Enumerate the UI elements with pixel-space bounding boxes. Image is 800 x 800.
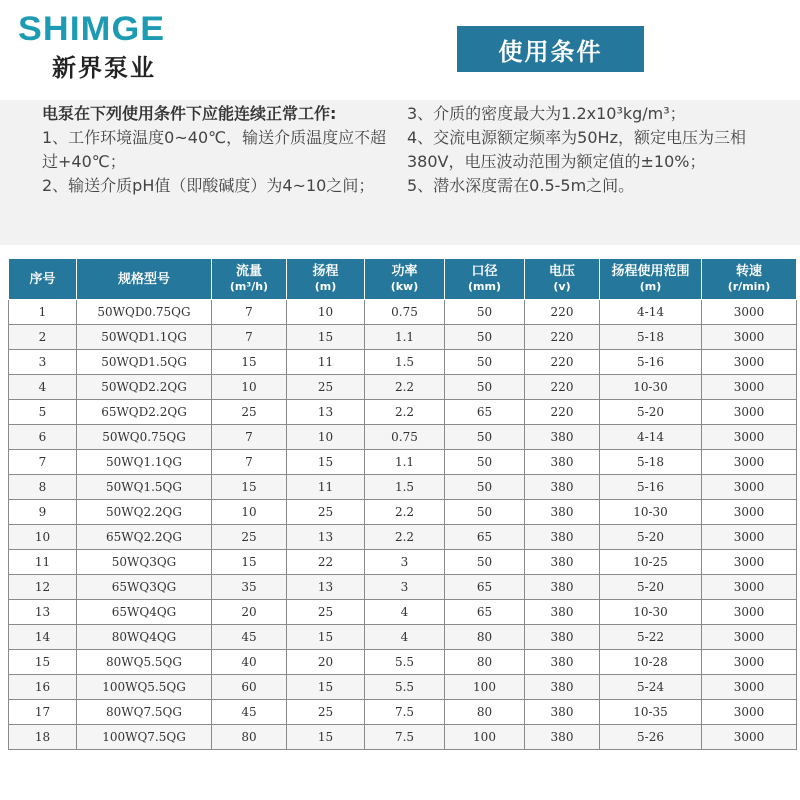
table-cell: 65WQ2.2QG — [77, 525, 212, 550]
table-cell: 14 — [9, 625, 77, 650]
table-cell: 45 — [212, 700, 287, 725]
table-cell: 65WQD2.2QG — [77, 400, 212, 425]
table-cell: 380 — [525, 475, 600, 500]
table-cell: 10-30 — [600, 600, 702, 625]
table-row — [9, 550, 797, 575]
table-cell: 5.5 — [365, 675, 445, 700]
table-cell: 3000 — [702, 425, 797, 450]
table-cell: 0.75 — [365, 425, 445, 450]
table-cell: 3000 — [702, 575, 797, 600]
table-cell: 3000 — [702, 500, 797, 525]
table-cell: 80WQ7.5QG — [77, 700, 212, 725]
table-cell: 11 — [287, 350, 365, 375]
table-cell: 15 — [287, 325, 365, 350]
table-cell: 50WQ1.5QG — [77, 475, 212, 500]
column-header-unit: (mm) — [468, 280, 501, 293]
column-header — [702, 259, 797, 300]
table-cell: 3000 — [702, 375, 797, 400]
table-cell: 5-26 — [600, 725, 702, 750]
column-header-unit: (kw) — [390, 280, 419, 293]
table-cell: 3000 — [702, 400, 797, 425]
table-cell: 5-20 — [600, 525, 702, 550]
table-cell: 80 — [445, 700, 525, 725]
table-cell: 10-30 — [600, 375, 702, 400]
column-header — [77, 259, 212, 300]
table-row — [9, 600, 797, 625]
table-cell: 15 — [287, 675, 365, 700]
table-cell: 3 — [365, 575, 445, 600]
table-cell: 50 — [445, 550, 525, 575]
table-row — [9, 650, 797, 675]
column-header-label: 规格型号 — [117, 271, 170, 287]
table-cell: 100WQ7.5QG — [77, 725, 212, 750]
column-header-unit: (m³/h) — [229, 280, 269, 293]
table-cell: 380 — [525, 600, 600, 625]
table-cell: 2.2 — [365, 525, 445, 550]
conditions-panel — [0, 100, 800, 245]
table-cell: 380 — [525, 550, 600, 575]
table-cell: 2.2 — [365, 400, 445, 425]
table-cell: 18 — [9, 725, 77, 750]
table-cell: 20 — [212, 600, 287, 625]
table-cell: 10 — [212, 375, 287, 400]
table-cell: 13 — [287, 525, 365, 550]
table-cell: 1.5 — [365, 350, 445, 375]
table-cell: 80WQ5.5QG — [77, 650, 212, 675]
table-cell: 220 — [525, 325, 600, 350]
table-cell: 15 — [212, 350, 287, 375]
condition-item: 1、工作环境温度0~40℃，输送介质温度应不超过+40℃； — [42, 128, 387, 171]
table-cell: 3000 — [702, 650, 797, 675]
table-cell: 60 — [212, 675, 287, 700]
table-cell: 25 — [212, 525, 287, 550]
table-cell: 100 — [445, 725, 525, 750]
table-cell: 16 — [9, 675, 77, 700]
table-cell: 12 — [9, 575, 77, 600]
table-row — [9, 700, 797, 725]
table-cell: 10 — [287, 425, 365, 450]
column-header — [287, 259, 365, 300]
column-header-label: 功率 — [391, 264, 418, 279]
table-cell: 65WQ3QG — [77, 575, 212, 600]
table-cell: 3000 — [702, 550, 797, 575]
table-cell: 4 — [9, 375, 77, 400]
table-cell: 5-16 — [600, 350, 702, 375]
table-cell: 3000 — [702, 725, 797, 750]
column-header-unit: (v) — [553, 280, 571, 293]
table-row — [9, 425, 797, 450]
header — [0, 0, 800, 100]
spec-table — [8, 258, 797, 750]
column-header-label: 序号 — [29, 271, 56, 287]
table-cell: 5 — [9, 400, 77, 425]
table-row — [9, 475, 797, 500]
table-cell: 15 — [212, 475, 287, 500]
table-cell: 5-20 — [600, 400, 702, 425]
table-cell: 50 — [445, 475, 525, 500]
brand-logo: SHIMGE — [18, 10, 166, 48]
condition-item: 2、输送介质pH值（即酸碱度）为4~10之间； — [42, 176, 375, 195]
table-cell: 3000 — [702, 450, 797, 475]
column-header-label: 扬程使用范围 — [611, 264, 690, 279]
table-cell: 50WQD1.1QG — [77, 325, 212, 350]
table-cell: 20 — [287, 650, 365, 675]
table-cell: 50 — [445, 325, 525, 350]
table-cell: 13 — [287, 575, 365, 600]
table-cell: 50WQ3QG — [77, 550, 212, 575]
table-cell: 10 — [212, 500, 287, 525]
table-cell: 380 — [525, 700, 600, 725]
table-cell: 25 — [287, 500, 365, 525]
table-cell: 5.5 — [365, 650, 445, 675]
table-cell: 2.2 — [365, 500, 445, 525]
table-cell: 3000 — [702, 350, 797, 375]
table-cell: 25 — [212, 400, 287, 425]
column-header — [445, 259, 525, 300]
column-header-label: 转速 — [735, 264, 762, 279]
table-cell: 7 — [212, 300, 287, 325]
table-cell: 2 — [9, 325, 77, 350]
table-cell: 3000 — [702, 675, 797, 700]
table-cell: 380 — [525, 575, 600, 600]
column-header — [212, 259, 287, 300]
table-cell: 220 — [525, 350, 600, 375]
table-cell: 15 — [287, 725, 365, 750]
column-header — [600, 259, 702, 300]
table-header-row — [9, 259, 797, 300]
table-cell: 380 — [525, 675, 600, 700]
table-cell: 100 — [445, 675, 525, 700]
table-cell: 50WQ1.1QG — [77, 450, 212, 475]
column-header-unit: (m) — [639, 280, 662, 293]
table-row — [9, 325, 797, 350]
table-cell: 80 — [212, 725, 287, 750]
table-row — [9, 675, 797, 700]
table-cell: 1.1 — [365, 450, 445, 475]
column-header — [9, 259, 77, 300]
conditions-lead: 电泵在下列使用条件下应能连续正常工作: — [42, 104, 337, 123]
table-cell: 4-14 — [600, 425, 702, 450]
table-row — [9, 725, 797, 750]
table-cell: 15 — [9, 650, 77, 675]
table-cell: 50WQ0.75QG — [77, 425, 212, 450]
table-cell: 380 — [525, 725, 600, 750]
table-row — [9, 500, 797, 525]
table-cell: 15 — [287, 625, 365, 650]
table-cell: 10-25 — [600, 550, 702, 575]
table-cell: 3000 — [702, 475, 797, 500]
table-cell: 50WQD1.5QG — [77, 350, 212, 375]
table-cell: 65 — [445, 575, 525, 600]
table-cell: 11 — [9, 550, 77, 575]
table-cell: 10 — [287, 300, 365, 325]
table-cell: 5-16 — [600, 475, 702, 500]
table-cell: 65 — [445, 525, 525, 550]
column-header-unit: (r/min) — [727, 280, 771, 293]
table-cell: 50WQ2.2QG — [77, 500, 212, 525]
table-cell: 13 — [9, 600, 77, 625]
table-cell: 5-18 — [600, 325, 702, 350]
page-title: 使用条件 — [457, 26, 644, 72]
table-cell: 50 — [445, 500, 525, 525]
table-row — [9, 400, 797, 425]
column-header-label: 电压 — [548, 264, 575, 279]
conditions-left — [42, 102, 392, 198]
table-cell: 5-24 — [600, 675, 702, 700]
table-row — [9, 525, 797, 550]
table-cell: 10 — [9, 525, 77, 550]
table-cell: 3 — [9, 350, 77, 375]
table-cell: 7.5 — [365, 725, 445, 750]
condition-item: 4、交流电源额定频率为50Hz，额定电压为三相380V，电压波动范围为额定值的±10%； — [407, 128, 746, 171]
table-cell: 15 — [287, 450, 365, 475]
conditions-right — [407, 102, 787, 198]
table-cell: 50 — [445, 425, 525, 450]
column-header-unit: (m) — [314, 280, 337, 293]
table-row — [9, 625, 797, 650]
table-cell: 13 — [287, 400, 365, 425]
column-header — [525, 259, 600, 300]
table-cell: 9 — [9, 500, 77, 525]
table-cell: 380 — [525, 425, 600, 450]
table-cell: 0.75 — [365, 300, 445, 325]
table-cell: 100WQ5.5QG — [77, 675, 212, 700]
table-cell: 380 — [525, 525, 600, 550]
table-cell: 25 — [287, 700, 365, 725]
table-cell: 80 — [445, 650, 525, 675]
table-cell: 25 — [287, 600, 365, 625]
table-cell: 10-28 — [600, 650, 702, 675]
table-cell: 25 — [287, 375, 365, 400]
table-cell: 17 — [9, 700, 77, 725]
table-cell: 7.5 — [365, 700, 445, 725]
table-cell: 35 — [212, 575, 287, 600]
table-cell: 65 — [445, 400, 525, 425]
table-cell: 7 — [212, 325, 287, 350]
table-cell: 1 — [9, 300, 77, 325]
condition-item: 5、潜水深度需在0.5-5m之间。 — [407, 176, 635, 195]
column-header-label: 流量 — [235, 264, 262, 279]
table-row — [9, 575, 797, 600]
table-cell: 50WQD2.2QG — [77, 375, 212, 400]
table-cell: 22 — [287, 550, 365, 575]
table-cell: 65WQ4QG — [77, 600, 212, 625]
spec-table-wrap — [8, 258, 796, 750]
column-header-label: 口径 — [471, 264, 498, 279]
table-cell: 7 — [212, 450, 287, 475]
table-cell: 3000 — [702, 700, 797, 725]
table-cell: 5-18 — [600, 450, 702, 475]
table-row — [9, 450, 797, 475]
table-cell: 3000 — [702, 525, 797, 550]
table-row — [9, 375, 797, 400]
table-cell: 50 — [445, 350, 525, 375]
table-cell: 80 — [445, 625, 525, 650]
table-cell: 5-22 — [600, 625, 702, 650]
table-cell: 15 — [212, 550, 287, 575]
table-row — [9, 350, 797, 375]
table-row — [9, 300, 797, 325]
table-cell: 380 — [525, 500, 600, 525]
brand-name-cn: 新界泵业 — [52, 54, 156, 82]
table-cell: 11 — [287, 475, 365, 500]
table-cell: 4 — [365, 600, 445, 625]
table-cell: 10-30 — [600, 500, 702, 525]
table-cell: 3000 — [702, 300, 797, 325]
table-cell: 3 — [365, 550, 445, 575]
table-cell: 380 — [525, 450, 600, 475]
table-cell: 3000 — [702, 600, 797, 625]
table-cell: 380 — [525, 625, 600, 650]
condition-item: 3、介质的密度最大为1.2x10³kg/m³； — [407, 104, 686, 123]
table-cell: 50 — [445, 300, 525, 325]
table-cell: 3000 — [702, 625, 797, 650]
table-cell: 220 — [525, 400, 600, 425]
table-cell: 6 — [9, 425, 77, 450]
table-cell: 40 — [212, 650, 287, 675]
table-cell: 4-14 — [600, 300, 702, 325]
table-cell: 7 — [9, 450, 77, 475]
table-body — [9, 300, 797, 750]
table-cell: 50WQD0.75QG — [77, 300, 212, 325]
table-cell: 65 — [445, 600, 525, 625]
table-cell: 45 — [212, 625, 287, 650]
table-cell: 50 — [445, 450, 525, 475]
column-header-label: 扬程 — [312, 264, 339, 279]
table-cell: 3000 — [702, 325, 797, 350]
table-cell: 5-20 — [600, 575, 702, 600]
table-cell: 1.5 — [365, 475, 445, 500]
table-cell: 220 — [525, 375, 600, 400]
table-cell: 50 — [445, 375, 525, 400]
table-cell: 1.1 — [365, 325, 445, 350]
table-cell: 4 — [365, 625, 445, 650]
table-cell: 80WQ4QG — [77, 625, 212, 650]
table-cell: 220 — [525, 300, 600, 325]
table-cell: 10-35 — [600, 700, 702, 725]
table-cell: 7 — [212, 425, 287, 450]
table-cell: 8 — [9, 475, 77, 500]
table-cell: 380 — [525, 650, 600, 675]
column-header — [365, 259, 445, 300]
table-cell: 2.2 — [365, 375, 445, 400]
